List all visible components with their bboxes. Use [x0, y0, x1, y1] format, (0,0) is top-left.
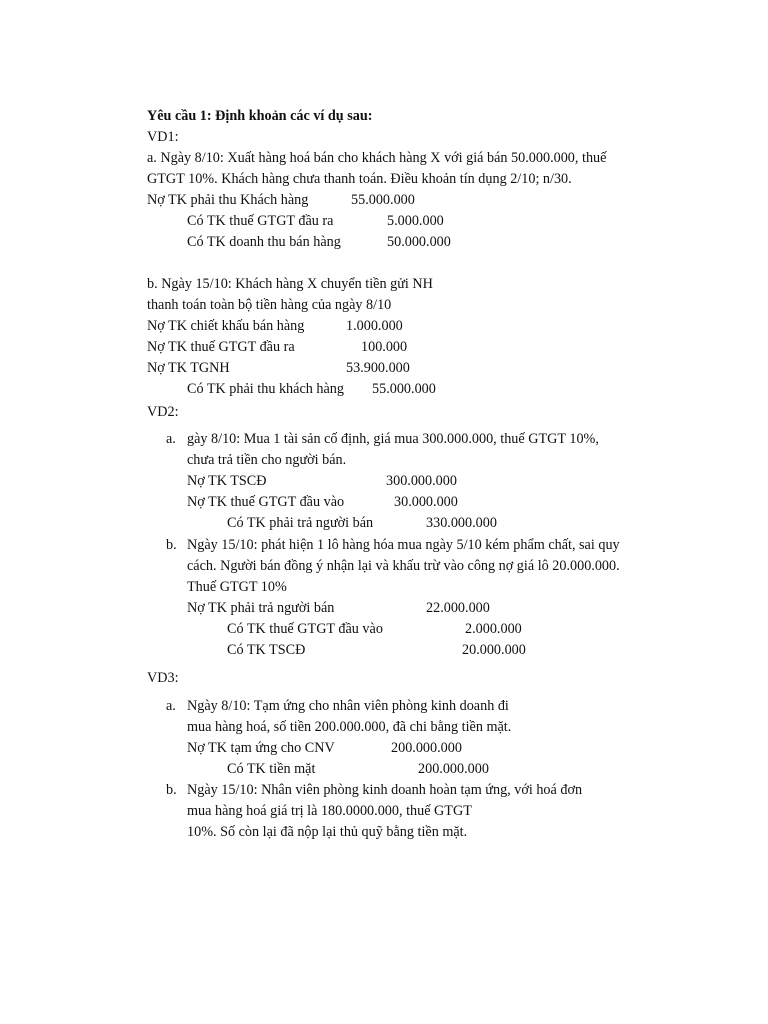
vd2-a-text-line2: chưa trả tiền cho người bán.	[187, 452, 347, 468]
entry-account: Có TK thuế GTGT đầu ra	[187, 213, 334, 229]
vd3-b-marker: b.	[166, 782, 177, 798]
entry-account: Có TK tiền mặt	[227, 761, 316, 777]
entry-account: Có TK phải thu khách hàng	[187, 381, 344, 397]
vd1-a-text-line1: a. Ngày 8/10: Xuất hàng hoá bán cho khách hàng X với giá bán 50.000.000, thuế	[147, 150, 607, 166]
entry-account: Có TK phải trả người bán	[227, 515, 374, 531]
vd1-a-text-line2: GTGT 10%. Khách hàng chưa thanh toán. Điều khoản tín dụng 2/10; n/30.	[147, 171, 572, 187]
vd1-b-entry-debit-2	[147, 337, 408, 358]
vd2-a-text-line1: gày 8/10: Mua 1 tài sản cố định, giá mua 300.000.000, thuế GTGT 10%,	[187, 431, 599, 447]
vd1-b-text-line2: thanh toán toàn bộ tiền hàng của ngày 8/10	[147, 297, 392, 313]
entry-account: Có TK TSCĐ	[227, 642, 306, 658]
vd2-title: VD2:	[147, 404, 179, 420]
entry-amount: 5.000.000	[387, 213, 444, 229]
entry-account: Nợ TK thuế GTGT đầu vào	[187, 494, 345, 510]
entry-amount: 330.000.000	[426, 515, 497, 531]
entry-amount: 55.000.000	[351, 192, 415, 208]
vd1-b-entry-debit-1	[147, 316, 403, 337]
entry-amount: 1.000.000	[346, 318, 403, 334]
entry-account: Có TK doanh thu bán hàng	[187, 234, 341, 250]
vd3-b-text-line2: mua hàng hoá giá trị là 180.0000.000, thuế GTGT	[187, 803, 472, 819]
entry-amount: 22.000.000	[426, 600, 490, 616]
vd1-b-entry-credit	[187, 379, 436, 400]
vd3-a-text-line2: mua hàng hoá, số tiền 200.000.000, đã chi bằng tiền mặt.	[187, 719, 512, 735]
vd1-b-text-line1: b. Ngày 15/10: Khách hàng X chuyển tiền gửi NH	[147, 276, 433, 292]
vd2-b-entry-credit-1	[227, 619, 522, 640]
vd2-a-entry-credit	[227, 513, 497, 534]
vd2-b-entry-debit	[187, 598, 490, 619]
vd3-title: VD3:	[147, 670, 179, 686]
vd1-a-entry-credit-1	[187, 211, 444, 232]
entry-amount: 55.000.000	[372, 381, 436, 397]
entry-amount: 20.000.000	[462, 642, 526, 658]
entry-amount: 30.000.000	[394, 494, 458, 510]
vd2-b-text-line1: Ngày 15/10: phát hiện 1 lô hàng hóa mua ngày 5/10 kém phẩm chất, sai quy	[187, 537, 620, 553]
entry-account: Nợ TK tạm ứng cho CNV	[187, 740, 335, 756]
vd2-b-marker: b.	[166, 537, 177, 553]
entry-amount: 2.000.000	[465, 621, 522, 637]
vd1-a-entry-debit	[147, 190, 415, 211]
vd3-b-text-line1: Ngày 15/10: Nhân viên phòng kinh doanh hoàn tạm ứng, với hoá đơn	[187, 782, 583, 798]
vd2-b-entry-credit-2	[227, 640, 526, 661]
vd1-a-entry-credit-2	[187, 232, 451, 253]
vd3-b-text-line3: 10%. Số còn lại đã nộp lại thủ quỹ bằng tiền mặt.	[187, 824, 468, 840]
vd2-a-entry-debit-1	[187, 471, 457, 492]
entry-amount: 200.000.000	[391, 740, 462, 756]
entry-account: Nợ TK phải thu Khách hàng	[147, 192, 309, 208]
vd3-a-marker: a.	[166, 698, 176, 714]
entry-account: Nợ TK phải trả người bán	[187, 600, 335, 616]
heading: Yêu cầu 1: Định khoản các ví dụ sau:	[147, 108, 373, 124]
entry-account: Nợ TK chiết khấu bán hàng	[147, 318, 305, 334]
vd3-a-entry-credit	[227, 759, 489, 780]
entry-account: Nợ TK thuế GTGT đầu ra	[147, 339, 295, 355]
entry-amount: 50.000.000	[387, 234, 451, 250]
entry-account: Nợ TK TSCĐ	[187, 473, 267, 489]
vd3-a-entry-debit	[187, 738, 462, 759]
entry-amount: 300.000.000	[386, 473, 457, 489]
entry-amount: 53.900.000	[346, 360, 410, 376]
vd2-b-text-line3: Thuế GTGT 10%	[187, 579, 287, 595]
vd2-a-marker: a.	[166, 431, 176, 447]
entry-account: Nợ TK TGNH	[147, 360, 230, 376]
entry-account: Có TK thuế GTGT đầu vào	[227, 621, 383, 637]
vd2-a-entry-debit-2	[187, 492, 458, 513]
entry-amount: 200.000.000	[418, 761, 489, 777]
vd3-a-text-line1: Ngày 8/10: Tạm ứng cho nhân viên phòng kinh doanh đi	[187, 698, 509, 714]
vd1-b-entry-debit-3	[147, 358, 410, 379]
entry-amount: 100.000	[361, 339, 408, 355]
vd2-b-text-line2: cách. Người bán đồng ý nhận lại và khấu trừ vào công nợ giá lô 20.000.000.	[187, 558, 620, 574]
vd1-title: VD1:	[147, 129, 179, 145]
